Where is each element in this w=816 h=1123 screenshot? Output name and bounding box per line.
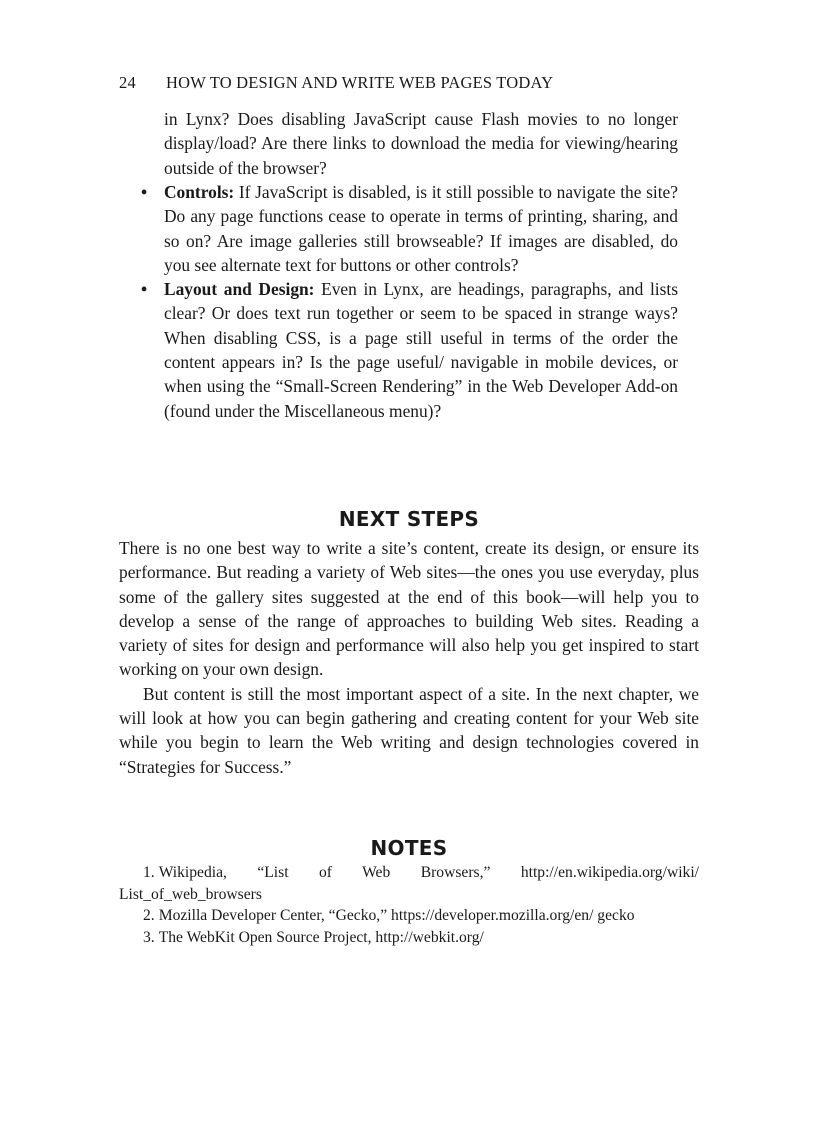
note-number: 3.: [143, 928, 155, 946]
note-number: 1.: [143, 864, 155, 881]
bullet-list: [141, 180, 679, 423]
notes-heading: NOTES: [370, 836, 448, 860]
note-item: [119, 905, 699, 927]
bullet-item-controls: [141, 180, 678, 277]
bullet-text: Even in Lynx, are headings, paragraphs, and lists clear? Or does text run together or seem to be spaced in strange ways? When disabling CSS, is a page still useful in terms of the order the content appears in? Is the page useful/ navigable in mobile devices, or when using the “Small-Screen Rendering” in the Web Developer Add-on (found under the Miscellaneous menu)?: [164, 279, 679, 421]
bullet-term: Controls:: [164, 182, 235, 202]
running-head: [119, 72, 679, 94]
note-text: Wikipedia, “List of Web Browsers,” http://en.wikipedia.org/wiki/ List_of_web_browsers: [119, 864, 699, 903]
next-steps-heading: NEXT STEPS: [338, 507, 480, 531]
next-steps-section: [119, 536, 699, 779]
paragraph: There is no one best way to write a site’s content, create its design, or ensure its performance. But reading a variety of Web sites—the ones you use everyday, plus some of the gallery sites suggested at the end of this book—will help you to develop a sense of the range of approaches to building Web sites. Reading a variety of sites for design and performance will also help you get inspired to start working on your own design.: [119, 538, 699, 680]
note-item: [119, 927, 699, 949]
note-text: Mozilla Developer Center, “Gecko,” https://developer.mozilla.org/en/ gecko: [158, 907, 635, 924]
bullet-text: If JavaScript is disabled, is it still possible to navigate the site? Do any page functions cease to operate in terms of printing, sharing, and so on? Are image galleries still browseable? If images are disabled, do you see alternate text for buttons or other controls?: [164, 182, 678, 275]
running-head-title: HOW TO DESIGN AND WRITE WEB PAGES TODAY: [166, 73, 554, 92]
bullet-item-layout-and-design: [141, 277, 679, 423]
page-number: 24: [119, 73, 136, 92]
paragraph: But content is still the most important aspect of a site. In the next chapter, we will look at how you can begin gathering and creating content for your Web site while you begin to learn the Web writing and design technologies covered in “Strategies for Success.”: [119, 683, 699, 777]
notes-list: [119, 862, 699, 948]
note-text: The WebKit Open Source Project, http://webkit.org/: [158, 928, 484, 946]
bullet-marker: •: [141, 182, 148, 202]
bullet-marker: •: [141, 279, 148, 300]
note-item: [119, 862, 699, 905]
bullet-term: Layout and Design:: [164, 279, 315, 300]
note-number: 2.: [143, 907, 155, 924]
continued-bullet-text: in Lynx? Does disabling JavaScript cause Flash movies to no longer display/load? Are there links to download the media for viewing/hearing outside of the browser?: [164, 109, 678, 178]
